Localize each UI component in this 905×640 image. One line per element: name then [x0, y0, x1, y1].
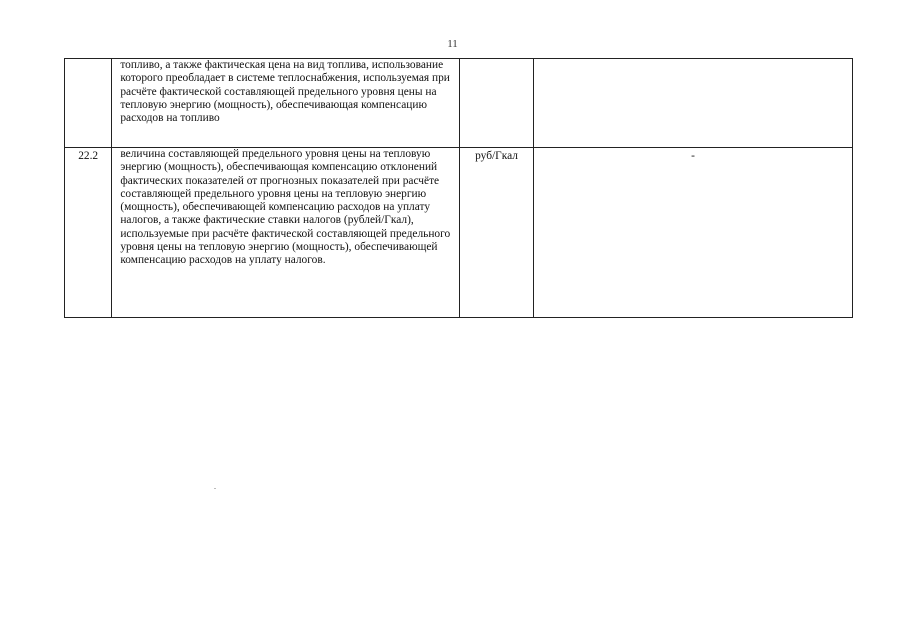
page-number: 11 [447, 38, 458, 50]
row-description-cell: топливо, а также фактическая цена на вид топлива, использование которого преобладает в системе теплоснабжения, используемая при расчёте фактической составляющей предельного уровня цены на тепловую энергию (мощность), обеспечивающая компенсацию расходов на топливо [112, 59, 460, 148]
row-number-cell: 22.2 [65, 148, 112, 318]
scan-speck [214, 488, 216, 489]
row-unit-cell: руб/Гкал [460, 148, 534, 318]
row-description-cell: величина составляющей предельного уровня цены на тепловую энергию (мощность), обеспечивающая компенсацию отклонений фактических показателей от прогнозных показателей при расчёте составляющей предельного уровня цены на тепловую энергию (мощность), обеспечивающей компенсацию расходов на уплату налогов, а также фактические ставки налогов (рублей/Гкал), используемые при расчёте фактической составляющей предельного уровня цены на тепловую энергию (мощность), обеспечивающей компенсацию расходов на уплату налогов. [112, 148, 460, 318]
table-row [65, 148, 853, 318]
row-value-cell: - [534, 148, 853, 318]
row-number-cell [65, 59, 112, 148]
indicators-table [64, 58, 853, 318]
row-unit-cell [460, 59, 534, 148]
row-value-cell [534, 59, 853, 148]
table-row [65, 59, 853, 148]
